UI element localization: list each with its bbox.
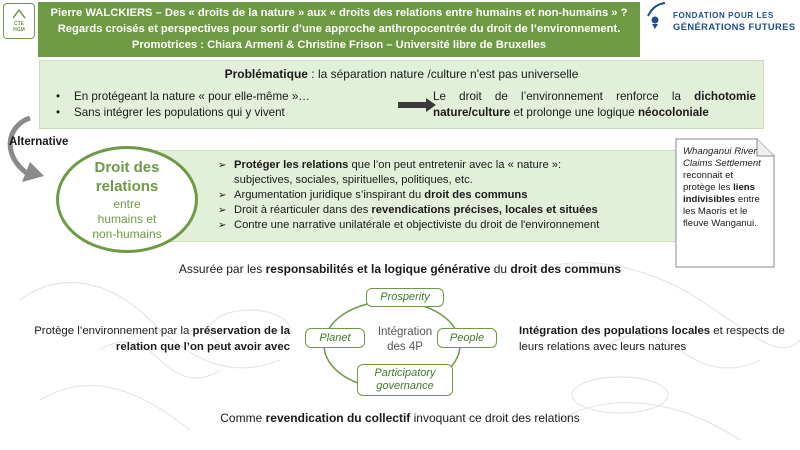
center-line-1: Intégration [377, 326, 433, 338]
logo-text-bottom: HGM [13, 27, 25, 33]
list-item [218, 203, 688, 218]
title-line-2: Regards croisés et perspectives pour sortir d’une approche anthropocentrée du droit de l’environnement. [57, 23, 621, 35]
list-item-bold: revendications précises, locales et situées [371, 204, 598, 216]
note-bold: liens indivisibles [683, 182, 756, 205]
consequence-bold-2: néocoloniale [637, 106, 709, 119]
list-item-text [234, 203, 598, 218]
droit-relations-points [218, 158, 688, 233]
alternative-label: Alternative [9, 136, 69, 148]
list-item-pre: Droit à réarticuler dans des [234, 204, 372, 216]
list-item-rest: que l’on peut entretenir avec la « nature »: [348, 159, 562, 171]
participatory-governance-box [357, 364, 453, 396]
center-line-2: des 4P [387, 341, 423, 353]
circle-title-line-2: relations [95, 178, 159, 195]
title-line-3: Promotrices : Chiara Armeni & Christine Frison – Université libre de Bruxelles [131, 39, 547, 51]
note-italic: Whanganui River Claims Settlement [683, 146, 761, 169]
circle-title [59, 158, 195, 196]
bottom-statement [0, 411, 800, 425]
governance-line-2: governance [376, 380, 434, 392]
title-line-1: Pierre WALCKIERS – Des « droits de la nature » aux « droits des relations entre humains et non-humains » ? [50, 7, 628, 19]
title-banner [38, 2, 640, 57]
curved-arrow-icon [0, 112, 60, 192]
bottom-text-1: Comme [220, 411, 266, 425]
list-item-pre: Argumentation juridique s’inspirant du [234, 189, 425, 201]
problematique-title [40, 67, 763, 81]
chevron-right-icon: ➢ [218, 220, 227, 231]
whanganui-note [675, 138, 775, 268]
problematique-label: Problématique [224, 67, 308, 81]
list-item-text: Contre une narrative unilatérale et objectiviste du droit de l'environnement [234, 219, 600, 231]
problematique-box [39, 60, 764, 129]
left-text: Protège l’environnement par la [34, 325, 193, 337]
list-item [218, 158, 688, 173]
circle-subtitle [59, 197, 195, 242]
logo-mark-icon [12, 9, 26, 19]
bullet-dot-icon: • [56, 106, 61, 119]
list-item [218, 188, 688, 203]
chevron-right-icon: ➢ [218, 190, 227, 201]
left-bold: préservation de la relation que l’on peut avoir avec [115, 325, 290, 353]
problematique-bullets [56, 89, 310, 121]
assuree-text-1: Assurée par les [178, 262, 266, 276]
list-item-text [234, 188, 528, 203]
chevron-right-icon: ➢ [218, 205, 227, 216]
note-text-2: entre les Maoris et le fleuve Wanganui. [683, 194, 760, 229]
assuree-text-2: du [490, 262, 511, 276]
fondation-line-1: FONDATION POUR LES [673, 11, 774, 20]
list-item [218, 218, 688, 233]
consequence-bold-1: dichotomie nature/culture [433, 90, 756, 119]
bottom-bold: revendication du collectif [265, 411, 411, 425]
right-statement [519, 323, 789, 355]
problematique-bullet [56, 105, 310, 121]
logo-text-top: CTE [14, 21, 24, 27]
bullet-dot-icon: • [56, 90, 61, 103]
circle-subtitle-line-3: non-humains [92, 227, 162, 241]
right-text: et respects de leurs relations avec leurs natures [519, 325, 785, 353]
fondation-logo [645, 2, 797, 38]
note-text-1: reconnait et protège les [683, 170, 734, 193]
bottom-text-2: invoquant ce droit des relations [410, 411, 580, 425]
circle-subtitle-line-2: humains et [97, 212, 157, 226]
chevron-right-icon: ➢ [218, 160, 227, 171]
ulb-logo [3, 3, 35, 39]
list-item-continuation: subjectives, sociales, spirituelles, politiques, etc. [234, 174, 473, 186]
prosperity-box: Prosperity [366, 288, 444, 307]
governance-line-1: Participatory [374, 367, 436, 379]
left-statement [14, 323, 290, 355]
consequence-text-2: et prolonge une logique [510, 106, 638, 119]
assuree-bold-2: droit des communs [510, 262, 622, 276]
droit-relations-circle [56, 146, 198, 253]
problematique-bullet [56, 89, 310, 105]
fondation-line-2: GÉNÉRATIONS FUTURES [673, 21, 796, 32]
problematique-statement: : la séparation nature /culture n'est pas universelle [307, 67, 579, 81]
assuree-bold-1: responsabilités et la logique générative [265, 262, 491, 276]
list-item-text [234, 158, 561, 173]
note-text [683, 146, 765, 230]
fondation-mark-icon [645, 2, 667, 30]
planet-box: Planet [305, 328, 365, 348]
problematique-consequence [433, 89, 756, 121]
circle-title-line-1: Droit des [94, 159, 160, 176]
people-box: People [437, 328, 497, 348]
right-bold: Intégration des populations locales [519, 325, 711, 337]
list-item-bold: droit des communs [424, 189, 528, 201]
circle-subtitle-line-1: entre [113, 197, 141, 211]
consequence-text-1: Le droit de l’environnement renforce la [433, 90, 695, 103]
list-item-bold: Protéger les relations [234, 159, 349, 171]
problematique-bullet-text: Sans intégrer les populations qui y vivent [74, 106, 285, 119]
4p-center-label [362, 325, 448, 355]
problematique-bullet-text: En protégeant la nature « pour elle-même »… [74, 90, 310, 103]
